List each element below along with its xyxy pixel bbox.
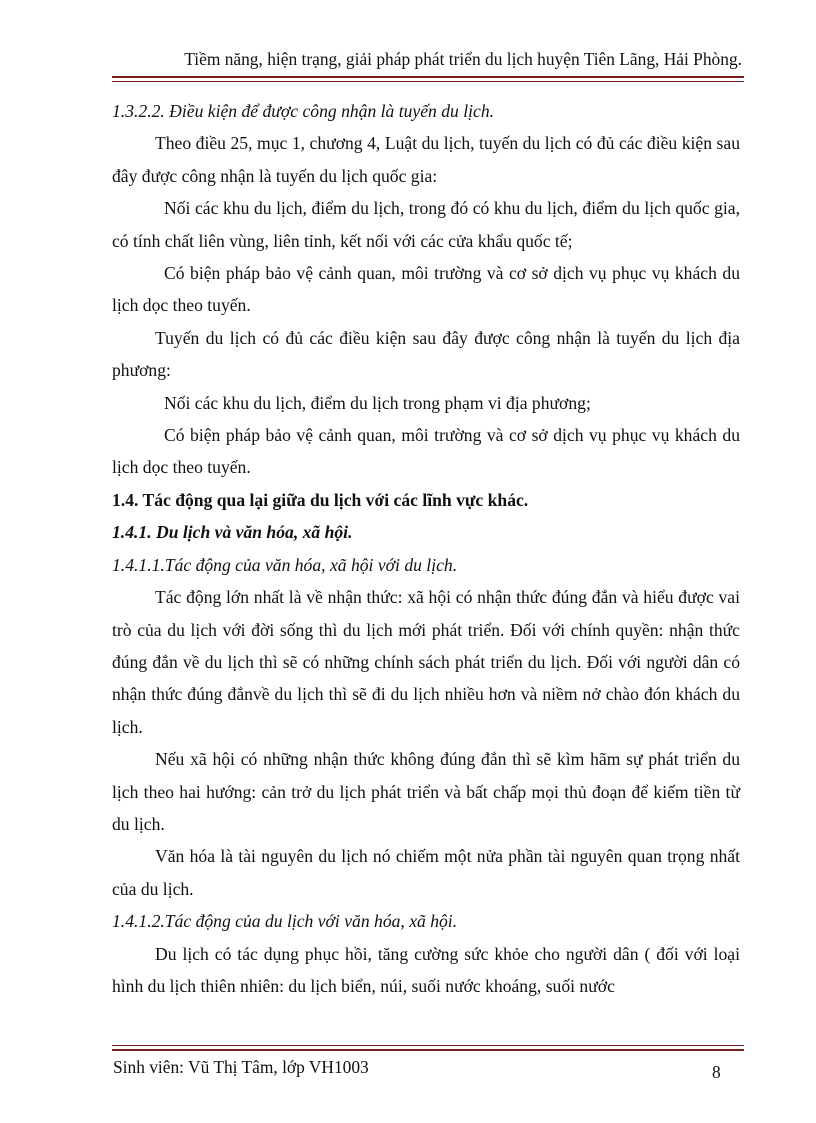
footer-divider xyxy=(112,1045,744,1051)
paragraph: Có biện pháp bảo vệ cảnh quan, môi trường và cơ sở dịch vụ phục vụ khách du lịch dọc theo tuyến. xyxy=(112,263,740,316)
footer-student-info: Sinh viên: Vũ Thị Tâm, lớp VH1003 xyxy=(113,1057,369,1077)
section-heading-1-4-1-1: 1.4.1.1.Tác động của văn hóa, xã hội với du lịch. xyxy=(112,554,458,575)
page-number: 8 xyxy=(712,1062,721,1082)
header-divider xyxy=(112,76,744,82)
running-header: Tiềm năng, hiện trạng, giải pháp phát triển du lịch huyện Tiên Lãng, Hải Phòng. xyxy=(184,49,742,69)
section-heading-1-4: 1.4. Tác động qua lại giữa du lịch với các lĩnh vực khác. xyxy=(112,489,529,510)
paragraph: Tuyến du lịch có đủ các điều kiện sau đây được công nhận là tuyến du lịch địa phương: xyxy=(112,327,740,381)
paragraph: Theo điều 25, mục 1, chương 4, Luật du lịch, tuyến du lịch có đủ các điều kiện sau đây được công nhận là tuyến du lịch quốc gia: xyxy=(112,133,740,186)
paragraph: Nối các khu du lịch, điểm du lịch, trong đó có khu du lịch, điểm du lịch quốc gia, có tính chất liên vùng, liên tỉnh, kết nối với các cửa khẩu quốc tế; xyxy=(112,198,740,251)
paragraph: Văn hóa là tài nguyên du lịch nó chiếm một nửa phần tài nguyên quan trọng nhất của du lịch. xyxy=(112,846,740,899)
paragraph: Có biện pháp bảo vệ cảnh quan, môi trường và cơ sở dịch vụ phục vụ khách du lịch dọc theo tuyến. xyxy=(112,425,740,478)
paragraph: Du lịch có tác dụng phục hồi, tăng cường sức khỏe cho người dân ( đối với loại hình du lịch thiên nhiên: du lịch biển, núi, suối nước khoáng, suối nước xyxy=(112,943,740,996)
paragraph: Nối các khu du lịch, điểm du lịch trong phạm vi địa phương; xyxy=(164,392,591,413)
section-heading-1-4-1-2: 1.4.1.2.Tác động của du lịch với văn hóa, xã hội. xyxy=(112,911,458,932)
page-body xyxy=(112,95,740,1002)
section-heading-1-4-1: 1.4.1. Du lịch và văn hóa, xã hội. xyxy=(112,522,353,543)
paragraph: Tác động lớn nhất là về nhận thức: xã hội có nhận thức đúng đắn và hiểu được vai trò của du lịch với đời sống thì du lịch mới phát triển. Đối với chính quyền: nhận thức đúng đắn về du lịch thì sẽ có những chính sách phát triển du lịch. Đối với người dân có nhận thức đúng đắnvề du lịch thì sẽ đi du lịch nhiều hơn và niềm nở chào đón khách du lịch. xyxy=(112,587,740,737)
paragraph: Nếu xã hội có những nhận thức không đúng đắn thì sẽ kìm hãm sự phát triển du lịch theo hai hướng: cản trở du lịch phát triển và bất chấp mọi thủ đoạn để kiếm tiền từ du lịch. xyxy=(112,749,740,834)
section-heading-1-3-2-2: 1.3.2.2. Điều kiện để được công nhận là tuyến du lịch. xyxy=(112,101,495,121)
